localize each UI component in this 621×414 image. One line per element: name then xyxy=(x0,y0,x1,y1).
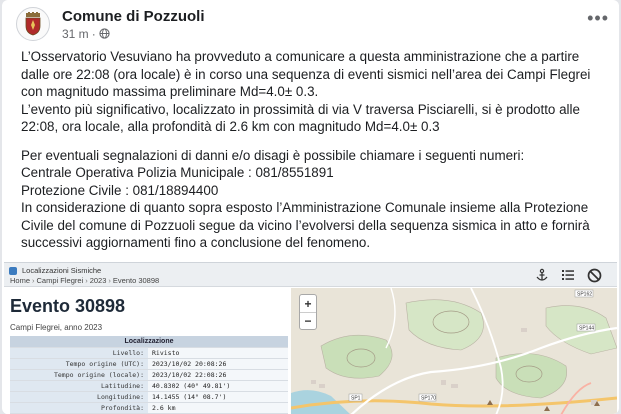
breadcrumb xyxy=(10,276,159,285)
post-header xyxy=(16,7,205,41)
site-header xyxy=(4,263,617,287)
post-line: Civile del comune di Pozzuoli segue da vicino l’evolversi della sequenza sismica in atto e fornirà xyxy=(21,217,590,233)
post-line: dalle ore 22:08 (ora locale) è in corso una sequenza di eventi sismici nell’area dei Campi Flegrei xyxy=(21,66,591,82)
table-row xyxy=(10,380,288,391)
row-key: Longitudine: xyxy=(10,391,148,402)
breadcrumb-separator: › xyxy=(32,276,35,285)
row-value: Rivisto xyxy=(148,347,288,358)
map-canvas[interactable] xyxy=(291,288,617,414)
anchor-icon[interactable] xyxy=(533,266,551,284)
breadcrumb-item[interactable]: Campi Flegrei xyxy=(36,276,84,285)
table-header: Localizzazione xyxy=(10,336,288,347)
table-row xyxy=(10,402,288,413)
row-key: Tempo origine (locale): xyxy=(10,369,148,380)
forbidden-icon[interactable] xyxy=(585,266,603,284)
breadcrumb-separator: › xyxy=(85,276,88,285)
site-title: Localizzazioni Sismiche xyxy=(22,266,102,275)
row-value: 40.8302 (40° 49.81') xyxy=(148,380,288,391)
post-time[interactable]: 31 m xyxy=(62,26,89,41)
table-row xyxy=(10,347,288,358)
more-horizontal-icon[interactable]: ••• xyxy=(587,8,609,28)
road-label: SP1 xyxy=(351,395,361,402)
road-label: SP144 xyxy=(579,325,595,332)
coat-of-arms-icon xyxy=(23,12,43,36)
list-icon[interactable] xyxy=(559,266,577,284)
row-value: 2023/10/02 22:08:26 xyxy=(148,369,288,380)
post-text xyxy=(21,48,616,252)
post-line: Per eventuali segnalazioni di danni e/o disagi è possibile chiamare i seguenti numeri: xyxy=(21,147,525,163)
post-line: Protezione Civile : 081/18894400 xyxy=(21,182,219,198)
row-key: Tempo origine (UTC): xyxy=(10,358,148,369)
embedded-screenshot[interactable] xyxy=(4,262,617,414)
road-label: SP170 xyxy=(421,395,437,402)
row-key: Profondità: xyxy=(10,402,148,413)
post-card xyxy=(2,0,619,414)
meta-separator: · xyxy=(91,26,96,41)
site-logo-icon xyxy=(9,267,17,275)
event-panel xyxy=(4,288,289,414)
road-label: SP162 xyxy=(577,291,593,298)
row-key: Livello: xyxy=(10,347,148,358)
post-line: successivi aggiornamenti fino a conclusione del fenomeno. xyxy=(21,235,371,250)
location-table xyxy=(10,336,288,414)
post-line: con magnitudo massima preliminare Md=4.0± 0.3. xyxy=(21,84,319,99)
post-line: In considerazione di quanto sopra esposto l’Amministrazione Comunale insieme alla Protezione xyxy=(21,200,589,215)
zoom-in-button[interactable]: + xyxy=(304,296,312,311)
post-meta xyxy=(62,27,205,41)
breadcrumb-item[interactable]: Home xyxy=(10,276,31,285)
post-line: Centrale Operativa Polizia Municipale : 081/8551891 xyxy=(21,165,334,180)
row-value: 2.6 km xyxy=(148,402,288,413)
avatar[interactable] xyxy=(16,7,50,41)
table-row xyxy=(10,358,288,369)
zoom-control xyxy=(299,294,317,330)
post-line: L’Osservatorio Vesuviano ha provveduto a comunicare a questa amministrazione che a partire xyxy=(21,49,580,64)
table-row xyxy=(10,369,288,380)
post-line: 22:08, ora locale, alla profondità di 2.6 km con magnitudo Md=4.0± 0.3 xyxy=(21,119,440,134)
row-value: 14.1455 (14° 08.7') xyxy=(148,391,288,402)
event-title: Evento 30898 xyxy=(10,296,126,316)
breadcrumb-item: Evento 30898 xyxy=(112,276,160,285)
page-name[interactable]: Comune di Pozzuoli xyxy=(62,7,205,25)
post-line: L’evento più significativo, localizzato in prossimità di via V traversa Pisciarelli, si è prodotto alle xyxy=(21,101,580,117)
breadcrumb-item[interactable]: 2023 xyxy=(89,276,107,285)
table-row xyxy=(10,391,288,402)
row-value: 2023/10/02 20:08:26 xyxy=(148,358,288,369)
zoom-out-button[interactable]: − xyxy=(300,312,316,329)
row-key: Latitudine: xyxy=(10,380,148,391)
breadcrumb-separator: › xyxy=(108,276,111,285)
event-subtitle: Campi Flegrei, anno 2023 xyxy=(10,323,103,332)
globe-icon xyxy=(99,28,110,39)
map-view[interactable] xyxy=(291,288,617,414)
